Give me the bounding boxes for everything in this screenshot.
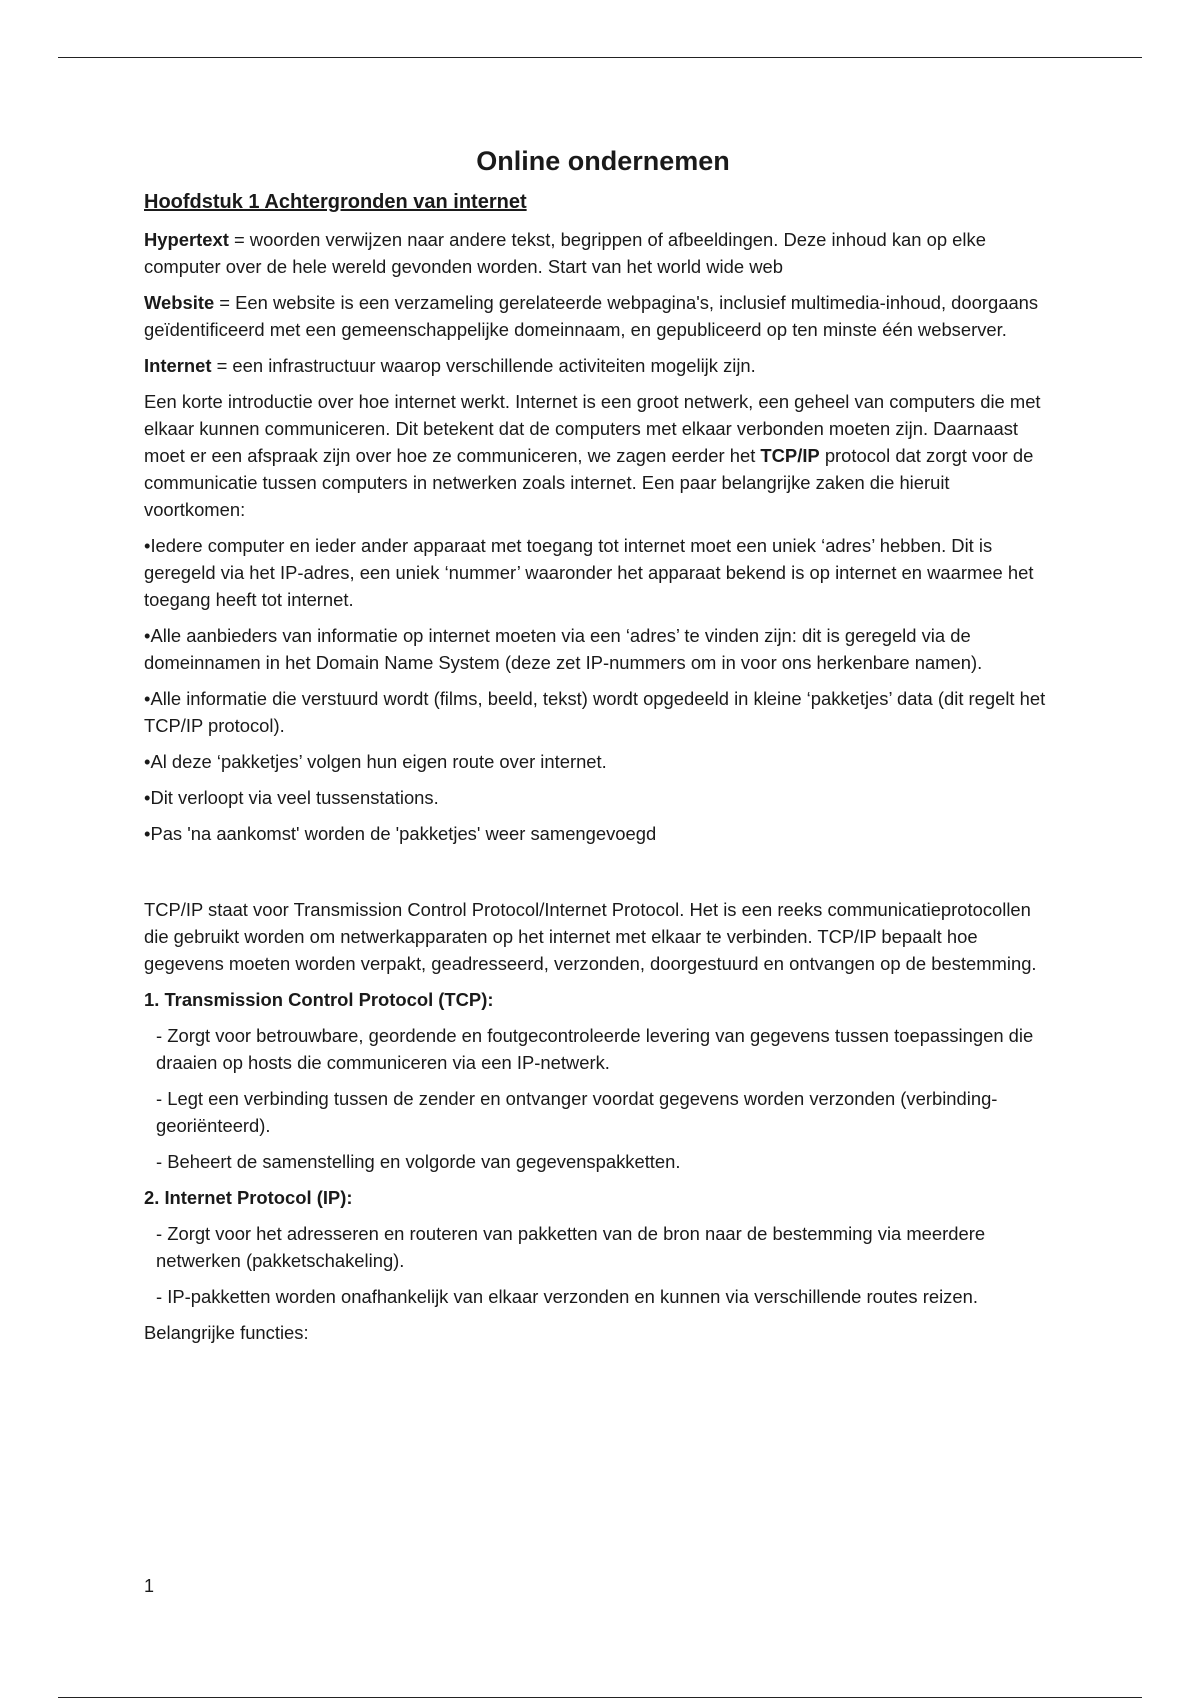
intro-text: Een korte introductie over hoe internet werkt. Internet is een groot netwerk, een geheel van computers die met elkaar kunnen communiceren. Dit betekent dat de computers met elkaar verbonden moeten zijn. Daarnaast moet er een afspraak zijn over hoe ze communiceren, we zagen eerder het <box>144 391 1041 466</box>
bullet-item: •Dit verloopt via veel tussenstations. <box>144 787 439 808</box>
ip-heading <box>144 1184 1054 1211</box>
footer-rule <box>58 1697 1142 1698</box>
document-title: Online ondernemen <box>476 146 730 176</box>
bullet-item: •Al deze ‘pakketjes’ volgen hun eigen route over internet. <box>144 751 607 772</box>
page-number: 1 <box>144 1576 155 1596</box>
definition-text: = Een website is een verzameling gerelateerde webpagina's, inclusief multimedia-inhoud, doorgaans geïdentificeerd met een gemeenschappelijke domeinnaam, en gepubliceerd op ten minste één webserver. <box>144 292 1039 340</box>
bullet-item: •Alle informatie die verstuurd wordt (films, beeld, tekst) wordt opgedeeld in kleine ‘pakketjes’ data (dit regelt het TCP/IP protocol). <box>144 688 1046 736</box>
tcp-point: - Legt een verbinding tussen de zender en ontvanger voordat gegevens worden verzonden (verbinding-georiënteerd). <box>156 1088 998 1136</box>
tcp-point: - Zorgt voor betrouwbare, geordende en foutgecontroleerde levering van gegevens tussen toepassingen die draaien op hosts die communiceren via een IP-netwerk. <box>156 1025 1034 1073</box>
paragraph-spacer <box>144 856 1054 896</box>
bullet-item: •Alle aanbieders van informatie op internet moeten via een ‘adres’ te vinden zijn: dit is geregeld via de domeinnamen in het Domain Name System (deze zet IP-nummers om in voor ons herkenbare namen). <box>144 625 983 673</box>
ip-point: - IP-pakketten worden onafhankelijk van elkaar verzonden en kunnen via verschillende routes reizen. <box>156 1286 978 1307</box>
intro-bold-term: TCP/IP <box>760 445 820 466</box>
bullet-item: •Iedere computer en ieder ander apparaat met toegang tot internet moet een uniek ‘adres’ hebben. Dit is geregeld via het IP-adres, een uniek ‘nummer’ waaronder het apparaat bekend is op internet en waarmee het toegang heeft tot internet. <box>144 535 1034 610</box>
definition-website <box>144 289 1054 343</box>
definition-term: Hypertext <box>144 229 229 250</box>
intro-paragraph <box>144 388 1054 523</box>
tcp-heading-text: 1. Transmission Control Protocol (TCP): <box>144 989 494 1010</box>
document-body <box>144 144 1054 1355</box>
tcpip-paragraph: TCP/IP staat voor Transmission Control Protocol/Internet Protocol. Het is een reeks communicatieprotocollen die gebruikt worden om netwerkapparaten op het internet met elkaar te verbinden. TCP/IP bepaalt hoe gegevens moeten worden verpakt, geadresseerd, verzonden, doorgestuurd en ontvangen op de bestemming. <box>144 899 1037 974</box>
definition-term: Website <box>144 292 215 313</box>
definition-internet <box>144 352 1054 379</box>
functions-label: Belangrijke functies: <box>144 1322 309 1343</box>
definition-text: = een infrastructuur waarop verschillende activiteiten mogelijk zijn. <box>211 355 756 376</box>
ip-heading-text: 2. Internet Protocol (IP): <box>144 1187 353 1208</box>
definition-text: = woorden verwijzen naar andere tekst, begrippen of afbeeldingen. Deze inhoud kan op elke computer over de hele wereld gevonden worden. Start van het world wide web <box>144 229 986 277</box>
header-rule <box>58 57 1142 58</box>
tcp-point: - Beheert de samenstelling en volgorde van gegevenspakketten. <box>156 1151 681 1172</box>
definition-term: Internet <box>144 355 212 376</box>
definition-hypertext <box>144 226 1054 280</box>
intro-text-end: protocol dat zorgt voor de communicatie tussen computers in netwerken zoals internet. Een paar belangrijke zaken die hieruit voortkomen: <box>144 445 1034 520</box>
tcp-heading <box>144 986 1054 1013</box>
bullet-item: •Pas 'na aankomst' worden de 'pakketjes' weer samengevoegd <box>144 823 657 844</box>
chapter-heading: Hoofdstuk 1 Achtergronden van internet <box>144 191 527 213</box>
ip-point: - Zorgt voor het adresseren en routeren van pakketten van de bron naar de bestemming via meerdere netwerken (pakketschakeling). <box>156 1223 986 1271</box>
